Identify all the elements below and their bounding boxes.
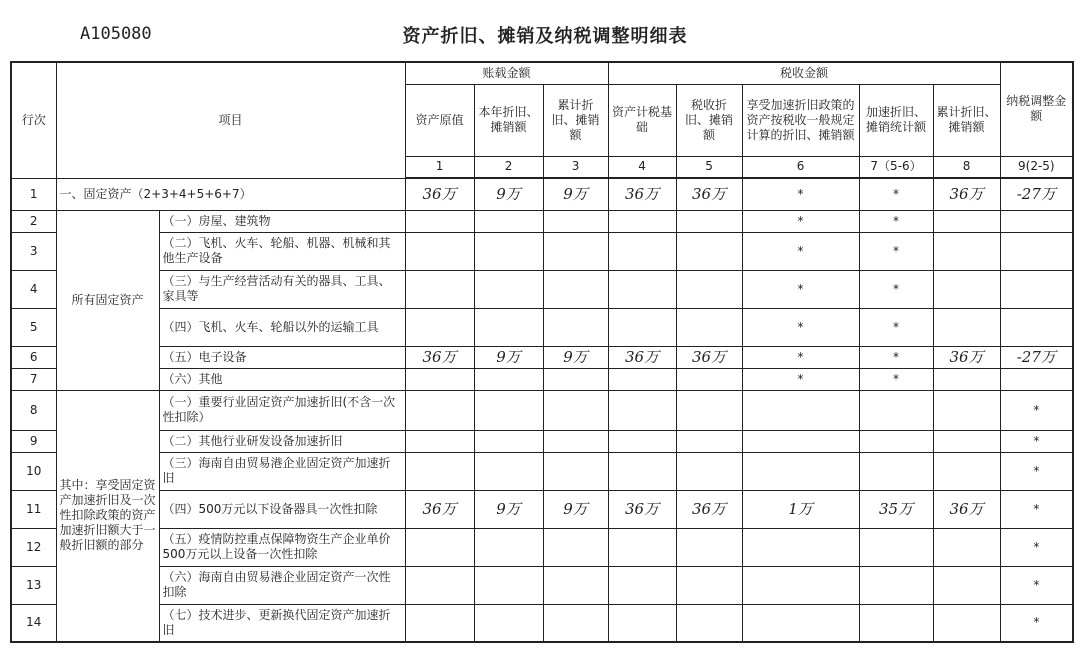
amount-cell	[676, 430, 742, 452]
amount-cell	[543, 430, 608, 452]
amount-cell	[608, 528, 676, 566]
amount-cell	[676, 528, 742, 566]
amount-cell	[543, 210, 608, 232]
amount-cell	[676, 368, 742, 390]
amount-cell	[859, 566, 933, 604]
amount-cell	[742, 430, 859, 452]
amount-cell: 36万	[933, 178, 1000, 210]
header-row-no: 行次	[11, 62, 56, 178]
header-adjust: 纳税调整金额	[1000, 62, 1073, 156]
amount-cell: 9万	[474, 346, 543, 368]
row-number: 2	[11, 210, 56, 232]
col-header: 本年折旧、摊销额	[474, 84, 543, 156]
amount-cell: 36万	[608, 178, 676, 210]
amount-cell	[543, 390, 608, 430]
row-label: （二）飞机、火车、轮船、机器、机械和其他生产设备	[159, 232, 405, 270]
amount-cell	[405, 270, 474, 308]
amount-cell	[405, 210, 474, 232]
row-label: （四）500万元以下设备器具一次性扣除	[159, 490, 405, 528]
header-item: 项目	[56, 62, 405, 178]
table-row	[11, 604, 1073, 642]
amount-cell	[405, 430, 474, 452]
amount-cell: 36万	[405, 490, 474, 528]
amount-cell: *	[742, 232, 859, 270]
amount-cell	[608, 308, 676, 346]
row-number: 12	[11, 528, 56, 566]
amount-cell	[608, 566, 676, 604]
amount-cell	[933, 430, 1000, 452]
amount-cell	[543, 270, 608, 308]
amount-cell: 9万	[474, 178, 543, 210]
amount-cell	[933, 368, 1000, 390]
amount-cell	[859, 452, 933, 490]
amount-cell	[608, 390, 676, 430]
row-number: 14	[11, 604, 56, 642]
col-header: 加速折旧、摊销统计额	[859, 84, 933, 156]
amount-cell: *	[859, 308, 933, 346]
amount-cell	[933, 390, 1000, 430]
amount-cell: *	[1000, 528, 1073, 566]
amount-cell	[405, 566, 474, 604]
amount-cell	[933, 308, 1000, 346]
col-number: 3	[543, 156, 608, 178]
amount-cell: 9万	[543, 490, 608, 528]
table-row	[11, 210, 1073, 232]
amount-cell	[676, 210, 742, 232]
col-number: 1	[405, 156, 474, 178]
amount-cell: *	[859, 232, 933, 270]
amount-cell	[676, 390, 742, 430]
amount-cell: 9万	[543, 178, 608, 210]
amount-cell	[933, 566, 1000, 604]
amount-cell: *	[1000, 604, 1073, 642]
amount-cell	[405, 604, 474, 642]
amount-cell	[474, 270, 543, 308]
header-book-group: 账载金额	[405, 62, 608, 84]
page-title: 资产折旧、摊销及纳税调整明细表	[402, 26, 688, 47]
amount-cell	[676, 308, 742, 346]
amount-cell	[933, 452, 1000, 490]
amount-cell	[405, 452, 474, 490]
row-label: （一）房屋、建筑物	[159, 210, 405, 232]
col-number: 4	[608, 156, 676, 178]
amount-cell	[1000, 308, 1073, 346]
amount-cell: 36万	[608, 346, 676, 368]
row-number: 4	[11, 270, 56, 308]
amount-cell	[543, 604, 608, 642]
amount-cell	[676, 604, 742, 642]
amount-cell: *	[859, 178, 933, 210]
amount-cell	[405, 390, 474, 430]
amount-cell: *	[1000, 390, 1073, 430]
row-label: （五）疫情防控重点保障物资生产企业单价500万元以上设备一次性扣除	[159, 528, 405, 566]
table-row	[11, 346, 1073, 368]
amount-cell: *	[859, 346, 933, 368]
amount-cell: *	[742, 178, 859, 210]
amount-cell	[608, 604, 676, 642]
amount-cell: 36万	[676, 490, 742, 528]
amount-cell: *	[859, 270, 933, 308]
row-label: （五）电子设备	[159, 346, 405, 368]
col-number: 8	[933, 156, 1000, 178]
amount-cell	[474, 368, 543, 390]
amount-cell	[676, 232, 742, 270]
col-header: 税收折旧、摊销额	[676, 84, 742, 156]
row-label: （六）其他	[159, 368, 405, 390]
row-label: （七）技术进步、更新换代固定资产加速折旧	[159, 604, 405, 642]
amount-cell	[933, 270, 1000, 308]
table-row	[11, 490, 1073, 528]
amount-cell: 36万	[676, 178, 742, 210]
amount-cell: *	[1000, 452, 1073, 490]
amount-cell	[608, 368, 676, 390]
amount-cell: 1万	[742, 490, 859, 528]
amount-cell: 36万	[933, 346, 1000, 368]
amount-cell	[1000, 368, 1073, 390]
col-header: 累计折旧、摊销额	[543, 84, 608, 156]
row-number: 6	[11, 346, 56, 368]
amount-cell: *	[1000, 566, 1073, 604]
table-row	[11, 368, 1073, 390]
amount-cell	[474, 430, 543, 452]
amount-cell: -27万	[1000, 178, 1073, 210]
amount-cell: 9万	[543, 346, 608, 368]
amount-cell	[474, 528, 543, 566]
table-row	[11, 308, 1073, 346]
amount-cell	[474, 308, 543, 346]
amount-cell: *	[742, 346, 859, 368]
form-code: A105080	[80, 24, 152, 44]
amount-cell	[742, 528, 859, 566]
row-label: （三）与生产经营活动有关的器具、工具、家具等	[159, 270, 405, 308]
table-row	[11, 232, 1073, 270]
amount-cell	[474, 210, 543, 232]
amount-cell	[933, 232, 1000, 270]
detail-table	[10, 61, 1074, 643]
amount-cell: *	[859, 368, 933, 390]
amount-cell	[859, 390, 933, 430]
amount-cell	[543, 368, 608, 390]
row-label: （一）重要行业固定资产加速折旧(不含一次性扣除）	[159, 390, 405, 430]
table-row	[11, 270, 1073, 308]
amount-cell: *	[1000, 490, 1073, 528]
amount-cell	[543, 452, 608, 490]
amount-cell	[608, 210, 676, 232]
amount-cell	[608, 430, 676, 452]
amount-cell	[742, 390, 859, 430]
amount-cell	[474, 452, 543, 490]
group-accelerated: 其中：享受固定资产加速折旧及一次性扣除政策的资产加速折旧额大于一般折旧额的部分	[56, 390, 159, 642]
amount-cell: *	[859, 210, 933, 232]
row-number: 5	[11, 308, 56, 346]
table-row	[11, 430, 1073, 452]
col-number: 6	[742, 156, 859, 178]
amount-cell	[608, 232, 676, 270]
col-number: 7（5-6）	[859, 156, 933, 178]
amount-cell: -27万	[1000, 346, 1073, 368]
amount-cell: 9万	[474, 490, 543, 528]
amount-cell	[543, 308, 608, 346]
amount-cell	[405, 232, 474, 270]
col-header: 累计折旧、摊销额	[933, 84, 1000, 156]
amount-cell: *	[742, 368, 859, 390]
col-number: 9(2-5)	[1000, 156, 1073, 178]
row-label: （二）其他行业研发设备加速折旧	[159, 430, 405, 452]
row-number: 13	[11, 566, 56, 604]
group-fixed-assets: 所有固定资产	[56, 210, 159, 390]
table-row	[11, 178, 1073, 210]
amount-cell	[543, 566, 608, 604]
col-header: 资产计税基础	[608, 84, 676, 156]
amount-cell	[1000, 210, 1073, 232]
amount-cell	[742, 566, 859, 604]
row-number: 11	[11, 490, 56, 528]
amount-cell	[405, 368, 474, 390]
amount-cell	[933, 604, 1000, 642]
amount-cell: 35万	[859, 490, 933, 528]
amount-cell: 36万	[405, 178, 474, 210]
amount-cell	[742, 452, 859, 490]
amount-cell	[608, 452, 676, 490]
col-header: 资产原值	[405, 84, 474, 156]
amount-cell: 36万	[676, 346, 742, 368]
row-number: 10	[11, 452, 56, 490]
amount-cell	[742, 604, 859, 642]
amount-cell: 36万	[933, 490, 1000, 528]
header-tax-group: 税收金额	[608, 62, 1000, 84]
amount-cell	[933, 528, 1000, 566]
amount-cell	[1000, 232, 1073, 270]
table-row	[11, 566, 1073, 604]
amount-cell	[543, 232, 608, 270]
amount-cell	[608, 270, 676, 308]
col-header: 享受加速折旧政策的资产按税收一般规定计算的折旧、摊销额	[742, 84, 859, 156]
row-label: （三）海南自由贸易港企业固定资产加速折旧	[159, 452, 405, 490]
amount-cell	[859, 528, 933, 566]
col-number: 2	[474, 156, 543, 178]
amount-cell: 36万	[405, 346, 474, 368]
table-row	[11, 528, 1073, 566]
row-label: （四）飞机、火车、轮船以外的运输工具	[159, 308, 405, 346]
amount-cell	[543, 528, 608, 566]
amount-cell	[474, 232, 543, 270]
table-row	[11, 452, 1073, 490]
amount-cell	[474, 604, 543, 642]
row-number: 9	[11, 430, 56, 452]
amount-cell	[676, 270, 742, 308]
amount-cell	[474, 566, 543, 604]
row-label: （六）海南自由贸易港企业固定资产一次性扣除	[159, 566, 405, 604]
row-number: 8	[11, 390, 56, 430]
amount-cell	[1000, 270, 1073, 308]
amount-cell: 36万	[608, 490, 676, 528]
amount-cell: *	[1000, 430, 1073, 452]
amount-cell	[405, 528, 474, 566]
amount-cell	[933, 210, 1000, 232]
amount-cell: *	[742, 210, 859, 232]
amount-cell	[859, 430, 933, 452]
col-number: 5	[676, 156, 742, 178]
amount-cell	[405, 308, 474, 346]
row-number: 3	[11, 232, 56, 270]
amount-cell: *	[742, 270, 859, 308]
table-row	[11, 390, 1073, 430]
amount-cell	[676, 452, 742, 490]
row-number: 1	[11, 178, 56, 210]
amount-cell	[859, 604, 933, 642]
row-label: 一、固定资产（2+3+4+5+6+7）	[56, 178, 405, 210]
amount-cell: *	[742, 308, 859, 346]
amount-cell	[676, 566, 742, 604]
amount-cell	[474, 390, 543, 430]
row-number: 7	[11, 368, 56, 390]
